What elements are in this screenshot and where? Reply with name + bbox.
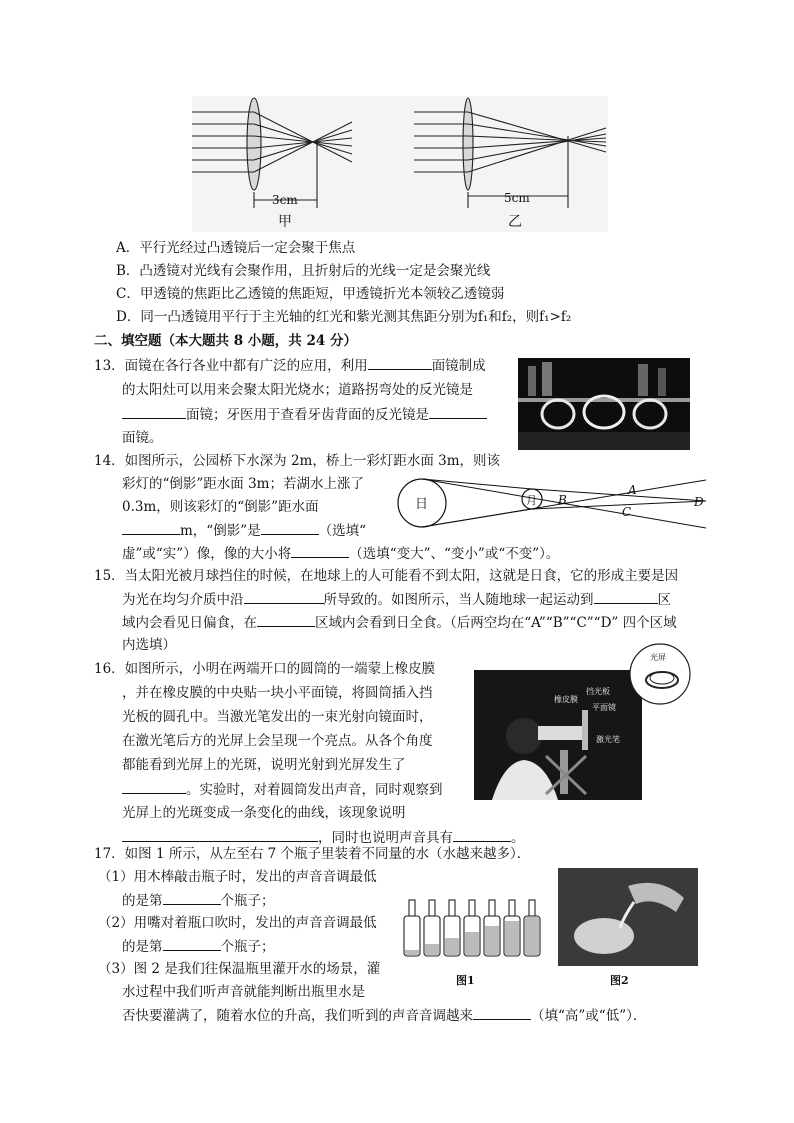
q14-line5-a: 虚”或“实”）像，像的大小将 bbox=[122, 546, 292, 562]
q13-line2: 的太阳灶可以用来会聚太阳光烧水；道路拐弯处的反光镜是 bbox=[122, 382, 473, 398]
q15-line1: 15．当太阳光被月球挡住的时候，在地球上的人可能看不到太阳，这就是日食，它的形成主要是因 bbox=[94, 568, 679, 584]
lens-yi-label: 乙 bbox=[508, 214, 522, 230]
q15-line2-c: 区 bbox=[657, 592, 671, 608]
region-b-label: B bbox=[558, 493, 567, 507]
bridge-photo bbox=[518, 358, 690, 450]
section-heading: 二、填空题（本大题共 8 小题，共 24 分） bbox=[94, 333, 357, 349]
moon-label: 月 bbox=[526, 494, 537, 507]
bottle-5 bbox=[484, 900, 500, 956]
bottle-6 bbox=[504, 900, 520, 956]
bottle-2 bbox=[424, 900, 440, 956]
region-c-label: C bbox=[622, 505, 632, 519]
q17-blank-3[interactable] bbox=[473, 1005, 531, 1020]
q14-blank-1[interactable] bbox=[122, 520, 180, 535]
photo-label-laser: 激光笔 bbox=[596, 735, 620, 744]
q15-blank-3[interactable] bbox=[257, 612, 315, 627]
q17-part3-b: 水过程中我们听声音就能判断出瓶里水是 bbox=[122, 984, 365, 1000]
bottle-4 bbox=[464, 900, 480, 956]
q14-line2: 彩灯的“倒影”距水面 3m；若湖水上涨了 bbox=[122, 476, 364, 492]
lens-jia-label: 甲 bbox=[278, 214, 292, 230]
bridge-illustration bbox=[518, 358, 690, 450]
q14-line4-b: （选填“ bbox=[318, 523, 367, 539]
q13-line1-b: 面镜制成 bbox=[431, 358, 486, 374]
q16-line3: 光板的圆孔中。当激光笔发出的一束光射向镜面时， bbox=[122, 709, 433, 725]
experiment-photo bbox=[474, 670, 642, 800]
q14-line4-a: m，“倒影”是 bbox=[180, 523, 261, 539]
q14-blank-3[interactable] bbox=[291, 543, 349, 558]
lens-yi-distance: 5cm bbox=[504, 191, 530, 205]
q17-blank-1[interactable] bbox=[163, 890, 221, 905]
lens-diagram bbox=[192, 96, 608, 232]
experiment-illustration bbox=[474, 670, 642, 800]
q13-line4: 面镜。 bbox=[122, 430, 163, 446]
q14-line5-b: （选填“变大”、“变小”或“不变”）。 bbox=[349, 546, 560, 562]
option-c: C．甲透镜的焦距比乙透镜的焦距短，甲透镜折光本领较乙透镜弱 bbox=[116, 286, 505, 302]
q13-blank-3[interactable] bbox=[429, 404, 487, 419]
lens-figure bbox=[192, 96, 608, 232]
kettle-photo bbox=[558, 868, 698, 966]
q17-part1-c: 个瓶子； bbox=[220, 893, 275, 909]
bottle-3 bbox=[444, 900, 460, 956]
option-d: D．同一凸透镜用平行于主光轴的红光和紫光测其焦距分别为f₁和f₂，则f₁>f₂ bbox=[116, 309, 572, 325]
sun-label: 日 bbox=[415, 497, 429, 512]
q17-part3-c: 否快要灌满了，随着水位的升高，我们听到的声音音调越来 bbox=[122, 1008, 473, 1024]
q17-line1: 17．如图 1 所示，从左至右 7 个瓶子里装着不同量的水（水越来越多）． bbox=[94, 846, 531, 862]
q17-part2-b: 的是第 bbox=[122, 939, 163, 955]
q16-blank-3[interactable] bbox=[453, 827, 511, 842]
q14-line3: 0.3m，则该彩灯的“倒影”距水面 bbox=[122, 499, 319, 515]
q17-part3-a: （3）图 2 是我们往保温瓶里灌开水的场景，灌 bbox=[98, 961, 381, 977]
bottle-1 bbox=[404, 900, 420, 956]
q15-blank-1[interactable] bbox=[244, 589, 324, 604]
q13-line1-a: 13．面镜在各行各业中都有广泛的应用，利用 bbox=[94, 358, 368, 374]
q16-line2: ，并在橡皮膜的中央贴一块小平面镜，将圆筒插入挡 bbox=[122, 685, 433, 701]
q13-blank-1[interactable] bbox=[368, 355, 432, 370]
q16-line5: 都能看到光屏上的光斑，说明光射到光屏发生了 bbox=[122, 757, 406, 773]
q15-line3-b: 区域内会看到日全食。（后两空均在“A”“B”“C”“D” 四个区域 bbox=[315, 615, 677, 631]
photo-label-mirror: 平面镜 bbox=[592, 703, 616, 712]
bottle-7 bbox=[524, 900, 540, 956]
q15-line4: 内选填） bbox=[122, 637, 176, 653]
lens-jia-distance: 3cm bbox=[272, 193, 298, 207]
q15-blank-2[interactable] bbox=[594, 589, 658, 604]
q15-line2-b: 所导致的。如图所示，当人随地球一起运动到 bbox=[323, 592, 594, 608]
lens-jia bbox=[192, 98, 352, 208]
photo-label-baffle: 挡光板 bbox=[586, 687, 610, 696]
q16-blank-2[interactable] bbox=[122, 827, 318, 842]
q16-line6-b: 。实验时，对着圆筒发出声音，同时观察到 bbox=[186, 782, 443, 798]
q16-line8-c: 。 bbox=[511, 830, 525, 846]
q14-blank-2[interactable] bbox=[261, 520, 319, 535]
q15-line2-a: 为光在均匀介质中沿 bbox=[122, 592, 244, 608]
q17-part3-d: （填“高”或“低”）． bbox=[531, 1008, 647, 1024]
q13-line3-a: 面镜；牙医用于查看牙齿背面的反光镜是 bbox=[186, 407, 429, 423]
fig1-caption: 图1 bbox=[456, 974, 475, 987]
q16-line4: 在激光笔后方的光屏上会呈现一个亮点。从各个角度 bbox=[122, 733, 433, 749]
q16-line7: 光屏上的光斑变成一条变化的曲线，该现象说明 bbox=[122, 805, 406, 821]
light-screen-inset bbox=[620, 640, 698, 706]
q17-part1-a: （1）用木棒敲击瓶子时，发出的声音音调最低 bbox=[98, 869, 377, 885]
bottles-figure bbox=[404, 900, 540, 956]
option-b: B．凸透镜对光线有会聚作用，且折射后的光线一定是会聚光线 bbox=[116, 263, 491, 279]
q17-figures bbox=[398, 866, 704, 988]
option-a: A．平行光经过凸透镜后一定会聚于焦点 bbox=[116, 240, 356, 256]
q14-line1: 14．如图所示，公园桥下水深为 2m，桥上一彩灯距水面 3m，则该 bbox=[94, 453, 501, 469]
q17-blank-2[interactable] bbox=[163, 936, 221, 951]
light-screen-label: 光屏 bbox=[650, 653, 666, 662]
q16-line8-b: ，同时也说明声音具有 bbox=[318, 830, 453, 846]
q15-line3-a: 域内会看见日偏食，在 bbox=[122, 615, 257, 631]
region-d-label: D bbox=[694, 495, 704, 509]
q17-part2-c: 个瓶子； bbox=[220, 939, 275, 955]
eclipse-diagram bbox=[396, 472, 708, 534]
q17-part2-a: （2）用嘴对着瓶口吹时，发出的声音音调最低 bbox=[98, 915, 377, 931]
q17-part1-b: 的是第 bbox=[122, 893, 163, 909]
q13-blank-2[interactable] bbox=[122, 404, 186, 419]
fig2-caption: 图2 bbox=[610, 974, 629, 987]
q16-line1: 16．如图所示，小明在两端开口的圆筒的一端蒙上橡皮膜 bbox=[94, 661, 436, 677]
photo-label-rubber: 橡皮膜 bbox=[554, 695, 578, 704]
region-a-label: A bbox=[628, 483, 637, 497]
q16-blank-1[interactable] bbox=[122, 779, 186, 794]
